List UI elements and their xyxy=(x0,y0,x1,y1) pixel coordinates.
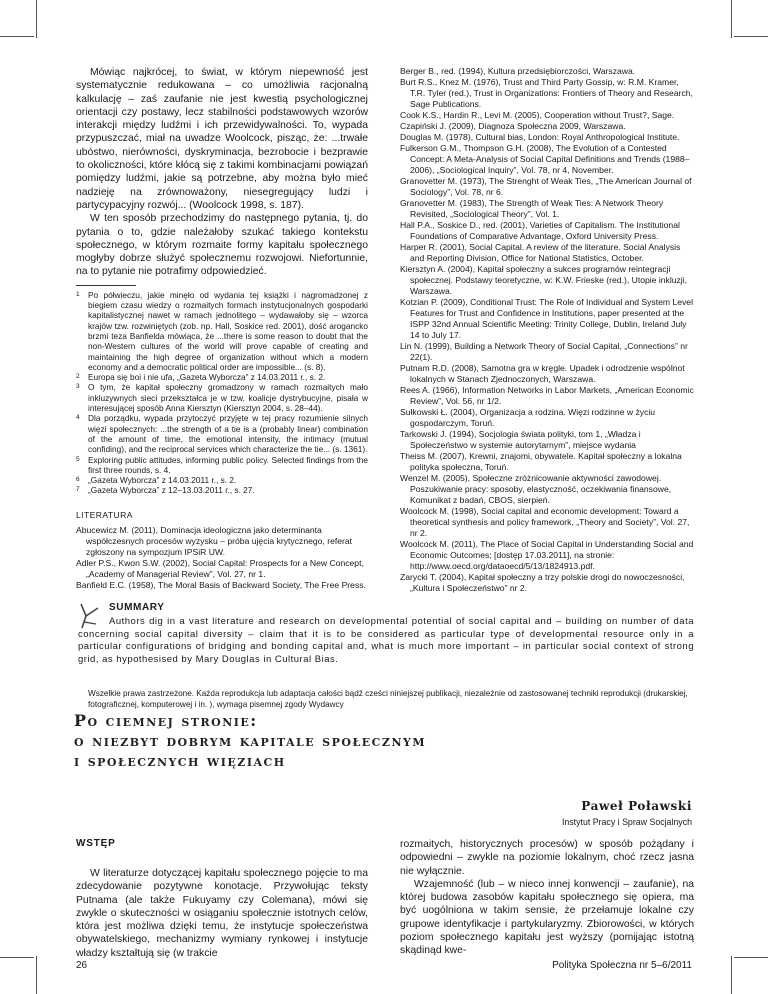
crop-mark xyxy=(0,36,34,37)
rights-notice: Wszelkie prawa zastrzeżone. Każda reprodukcja lub adaptacja całości bądź cześci niniejszej publikacji, niezależnie od zastosowanej techniki reprodukcji (drukarskiej, fotograficznej, komputerowej i in. ), wymaga pisemnej zgody Wydawcy xyxy=(88,689,688,709)
reference-entry: Abucewicz M. (2011), Dominacja ideologiczna jako determinanta współczesnych procesów wyzysku – próba ujęcia krytycznego, referat zgłoszony na sympozjum IPSiR UW. xyxy=(76,524,353,557)
crop-mark xyxy=(36,0,37,38)
footnote-text: Exploring public attitudes, informing public policy. Selected findings from the first three rounds, s. 4. xyxy=(88,454,368,475)
journal-name: Polityka Społeczna nr 5–6/2011 xyxy=(552,960,692,971)
body-paragraph: W literaturze dotyczącej kapitału społecznego pojęcie to ma zdecydowanie pozytywne konotacje. Przywołując teksty Putnama (ale także Fukuyamy czy Colemana), mówi się zwykle o skuteczności w osiąganiu społecznie istotnych celów, która jest możliwa dzięki temu, że instytucje społeczeństwa obywatelskiego, mechanizmy wymiany rynkowej i instytucje władzy kształtują się (w trakcie xyxy=(76,868,368,959)
reference-entry: Kotzian P. (2009), Conditional Trust: The Role of Individual and System Level Features for Trust and Confidence in Institutions, paper presented at the ISPP 32nd Annual Scientific Meeting: Trinity College, Dublin, Ireland July 14 to July 17. xyxy=(400,297,693,340)
footnote-text: Dla porządku, wypada przytoczyć przyjęte w tej pracy rozumienie silnych więzi społecznych: ...the strength of a tie is a (probably linear) combination of the amount of time, the emotional intensity, the intimacy (mutual confiding), and the reciprocal services which characterize the tie... (s. 1361). xyxy=(88,413,368,455)
reference-entry: Lin N. (1999), Building a Network Theory of Social Capital, „Connections” nr 22(1). xyxy=(400,341,688,362)
footnote xyxy=(76,372,368,382)
footnote-number: 7 xyxy=(76,486,80,494)
reference-entry: Zarycki T. (2004), Kapitał społeczny a trzy polskie drogi do nowoczesności, „Kultura i Społeczeństwo” nr 2. xyxy=(400,572,685,593)
footnote xyxy=(76,455,368,476)
reference-entry: Czapiński J. (2009), Diagnoza Społeczna 2009, Warszawa. xyxy=(400,121,626,131)
footnote-number: 4 xyxy=(76,414,80,422)
reference-entry: Kiersztyn A. (2004), Kapitał społeczny a sukces programów reintegracji społecznej. Podstawy teoretyczne, w: K.W. Frieske (red.), Utopie inkluzji, Warszawa. xyxy=(400,264,688,296)
reference-entry: Granovetter M. (1973), The Strenght of Weak Ties, „The American Journal of Sociology”, Vol. 78, nr 6. xyxy=(400,176,692,197)
summary-title: SUMMARY xyxy=(109,602,165,613)
footnote xyxy=(76,290,368,372)
author-name: Paweł Poławski xyxy=(581,799,692,813)
footnote-text: „Gazeta Wyborcza” z 14.03.2011 r., s. 2. xyxy=(88,475,237,486)
body-paragraph: rozmaitych, historycznych procesów) w sposób pożądany i odpowiedni – zwykle na poziomie lokalnym, choć rzecz jasna nie wyłącznie. xyxy=(400,839,694,877)
reference-entry: Rees A. (1966), Information Networks in Labor Markets, „American Economic Review”, Vol. 56, nr 1/2. xyxy=(400,385,694,406)
crop-mark xyxy=(731,0,732,38)
right-column xyxy=(400,66,694,594)
article-title xyxy=(74,711,694,771)
footnote-text: Po półwieczu, jakie minęło od wydania tej książki i nagromadzonej z biegiem czasu wiedzy o rozmaitych formach instytucjonalnych gospodarki kapitalistycznej nawet w ramach jednolitego – wydawałoby się – wzorca krajów tzw. rozwiniętych (zob. np. Hall, Soskice red. 2001), dość arogancko brzmi teza Banfielda mówiąca, że ...there is some reason to doubt that the non-Western cultures of the world will prove capable of creating and maintaining the high degree of organization without which a modern economy and a democratic political order are impossible... (s. 8). xyxy=(88,289,368,372)
footnote-number: 6 xyxy=(76,476,80,484)
footnote xyxy=(76,485,368,495)
crop-mark xyxy=(36,956,37,994)
article-title-line: Po ciemnej stronie: xyxy=(74,711,258,730)
reference-entry: Burt R.S., Knez M. (1976), Trust and Third Party Gossip, w: R.M. Kramer, T.R. Tyler (red.), Trust in Organizations: Frontiers of Theory and Research, Sage Publications. xyxy=(400,77,693,109)
reference-entry: Putnam R.D. (2008), Samotna gra w kręgle. Upadek i odrodzenie wspólnot lokalnych w Stanach Zjednoczonych, Warszawa. xyxy=(400,363,685,384)
reference-entry: Woolcock M. (2011), The Place of Social Capital in Understanding Social and Economic Outcomes; [dostęp 17.03.2011], na stronie: http://www.oecd.org/dataoecd/5/13/1824913.pdf. xyxy=(400,539,694,571)
reference-entry: Fulkerson G.M., Thompson G.H. (2008), The Evolution of a Contested Concept: A Meta-Analysis of Social Capital Definitions and Trends (1988–2006), „Sociological Inquiry”, Vol. 78, nr 4, November. xyxy=(400,143,690,175)
reference-entry: Harper R. (2001), Social Capital. A review of the literature. Social Analysis and Reporting Division, Office for National Statistics, October. xyxy=(400,242,681,263)
reference-entry: Wenzel M. (2005), Społeczne zróżnicowanie aktywności zawodowej. Poszukiwanie pracy: sposoby, elastyczność, oczekiwania finansowe, Komunikat z badań, CBOS, sierpień. xyxy=(400,473,672,505)
footnote-text: „Gazeta Wyborcza” z 12–13.03.2011 r., s. 27. xyxy=(88,485,255,496)
footnote-divider xyxy=(76,285,136,286)
reference-entry: Woolcock M. (1998), Social capital and economic development: Toward a theoretical synthesis and policy framework, „Theory and Society”, Vol. 27, nr 2. xyxy=(400,506,690,538)
reference-entry: Hall P.A., Soskice D., red. (2001), Varieties of Capitalism. The Institutional Foundations of Comparative Advantage, Oxford University Press. xyxy=(400,220,680,241)
page-number: 26 xyxy=(76,960,88,971)
reference-entry: Adler P.S., Kwon S.W. (2002), Social Capital: Prospects for a New Concept, „Academy of Managerial Review”, Vol. 27, nr 1. xyxy=(76,557,364,579)
body-paragraph: W ten sposób przechodzimy do następnego pytania, tj. do pytania o to, gdzie należałoby szukać takiego kontekstu społecznego, w którym rozmaite formy kapitału społecznego mogłyby dobrze służyć społecznemu rozwojowi. Niefortunnie, na to pytanie nie potrafimy odpowiedzieć. xyxy=(76,213,368,278)
section-heading: WSTĘP xyxy=(76,838,116,849)
summary-text: Authors dig in a vast literature and research on developmental potential of social capital and – building on number of data concerning social capital diversity – claim that it is to be considered as particular type of developmental resource only in a particular configurations of bridging and bonding capital and, what is much more important – in particular social context of strong grid, as hypothesised by Mary Douglas in Cultural Bias. xyxy=(78,616,694,665)
footnote xyxy=(76,382,368,413)
footnote-number: 5 xyxy=(76,455,80,463)
author-affiliation: Instytut Pracy i Spraw Socjalnych xyxy=(561,817,692,827)
crop-mark xyxy=(734,36,768,37)
body-paragraph: Mówiąc najkrócej, to świat, w którym niepewność jest systematycznie redukowana – co umożliwia racjonalną kalkulację – zaś zaufanie nie jest kwestią psychologicznej orientacji czy postawy, lecz stabilności podstawowych wzorów interakcji między ludźmi i ich przewidywalności. To, wypada przypuszczać, miał na uwadze Woolcock, pisząc, że: ...trwałe ubóstwo, nierówności, dyskryminacja, bezrobocie i bezprawie to okoliczności, które kłócą się z takimi kombinacjami powiązań pomiędzy ludźmi, jakie są potrzebne, aby można było mieć nadzieję na zrównoważony, niesegregujący ludzi i partycypacyjny rozwój... (Woolcock 1998, s. 187). xyxy=(76,67,368,211)
footnote-number: 2 xyxy=(76,373,80,381)
reference-entry: Cook K.S., Hardin R., Levi M. (2005), Cooperation without Trust?, Sage. xyxy=(400,110,675,120)
footnote-number: 3 xyxy=(76,383,80,391)
left-column xyxy=(76,66,368,591)
body-paragraph: Wzajemność (lub – w nieco innej konwencji – zaufanie), na której budowa zasobów kapitału społecznego się opiera, ma być uogólniona w takim sensie, że przełamuje lokalne czy grupowe identyfikacje i partykularyzmy. Zbiorowości, w których poziom społecznego kapitału jest wyższy (pomijając istotną skądinąd kwe- xyxy=(400,878,694,957)
reference-entry: Tarkowski J. (1994), Socjologia świata polityki, tom 1, „Władza i Społeczeństwo w systemie autorytarnym”, miejsce wydania xyxy=(400,429,641,450)
literature-heading: LITERATURA xyxy=(76,509,133,520)
reference-entry: Douglas M. (1978), Cultural bias, London: Royal Anthropological Institute. xyxy=(400,132,680,142)
crop-mark xyxy=(734,957,768,958)
article-title-line: i społecznych więziach xyxy=(74,751,286,770)
footnote-number: 1 xyxy=(76,290,80,298)
intro-left-column xyxy=(76,867,368,960)
article-title-line: o niezbyt dobrym kapitale społecznym xyxy=(74,731,427,750)
footnote xyxy=(76,413,368,454)
footnote xyxy=(76,475,368,485)
reference-entry: Berger B., red. (1994), Kultura przedsiębiorczości, Warszawa. xyxy=(400,66,636,76)
crop-mark xyxy=(0,957,34,958)
footnote-text: O tym, że kapitał społeczny gromadzony w ramach rozmaitych mało inkluzywnych sieci przekształca je w tzw. koalicje dystrybucyjne, pisała w interesującej sposób Anna Kiersztyn (Kiersztyn 2004, s. 28–44). xyxy=(88,382,368,414)
reference-entry: Sułkowski Ł. (2004), Organizacja a rodzina. Więzi rodzinne w życiu gospodarczym, Toruń. xyxy=(400,407,656,428)
footnote-text: Europa się boi i nie ufa, „Gazeta Wyborcza” z 14.03.2011 r., s. 2. xyxy=(88,372,326,383)
intro-right-column xyxy=(400,838,694,958)
reference-entry: Granovetter M. (1983), The Strength of Weak Ties: A Network Theory Revisited, „Sociological Theory”, Vol. 1. xyxy=(400,198,664,219)
crop-mark xyxy=(731,956,732,994)
reference-entry: Theiss M. (2007), Krewni, znajomi, obywatele. Kapitał społeczny a lokalna polityka społeczna, Toruń. xyxy=(400,451,682,472)
reference-entry: Banfield E.C. (1958), The Moral Basis of Backward Society, The Free Press. xyxy=(76,579,366,590)
